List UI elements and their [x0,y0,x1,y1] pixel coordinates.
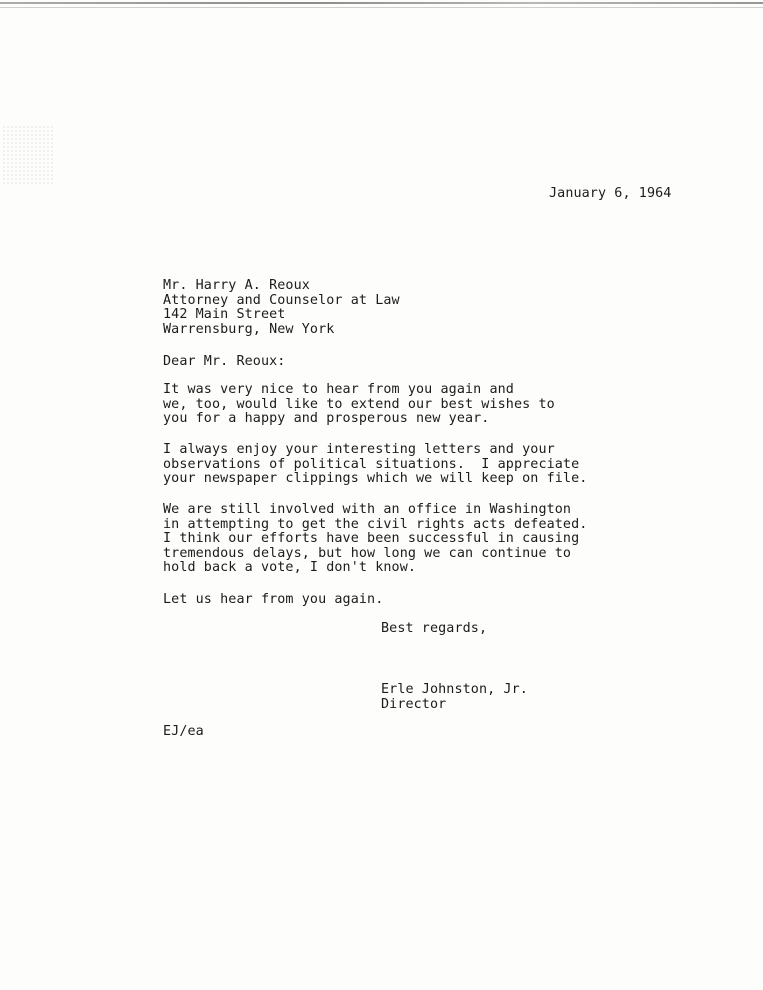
paragraph-line: It was very nice to hear from you again and [163,382,514,397]
signature-block [381,683,528,712]
paragraph-line: tremendous delays, but how long we can continue to [163,545,572,561]
recipient-city: Warrensburg, New York [163,321,335,337]
letter-date: January 6, 1964 [549,186,672,201]
recipient-name: Mr. Harry A. Reoux [163,278,310,293]
salutation: Dear Mr. Reoux: [163,354,286,369]
signer-name: Erle Johnston, Jr. [381,682,528,697]
body-paragraph-2 [163,443,587,487]
paragraph-line: We are still involved with an office in Washington [163,502,572,517]
paragraph-line: in attempting to get the civil rights acts defeated. [163,516,588,532]
paper-speckle [2,125,54,185]
paragraph-line: hold back a vote, I don't know. [163,560,417,576]
body-paragraph-3 [163,503,587,576]
body-paragraph-1 [163,383,555,427]
closing-sentence: Let us hear from you again. [163,592,384,607]
top-edge-rule [0,2,763,4]
top-edge-rule-secondary [0,7,763,8]
paragraph-line: I think our efforts have been successful in causing [163,531,580,547]
paragraph-line: you for a happy and prosperous new year. [163,411,490,427]
paragraph-line: observations of political situations. I appreciate [163,456,580,472]
recipient-title: Attorney and Counselor at Law [163,292,400,308]
paragraph-line: your newspaper clippings which we will keep on file. [163,471,588,487]
signer-title: Director [381,696,447,712]
paragraph-line: we, too, would like to extend our best wishes to [163,396,555,412]
recipient-address-block [163,279,400,337]
reference-initials: EJ/ea [163,724,204,739]
complimentary-close: Best regards, [381,621,488,636]
paragraph-line: I always enjoy your interesting letters and your [163,442,555,457]
recipient-street: 142 Main Street [163,307,286,323]
